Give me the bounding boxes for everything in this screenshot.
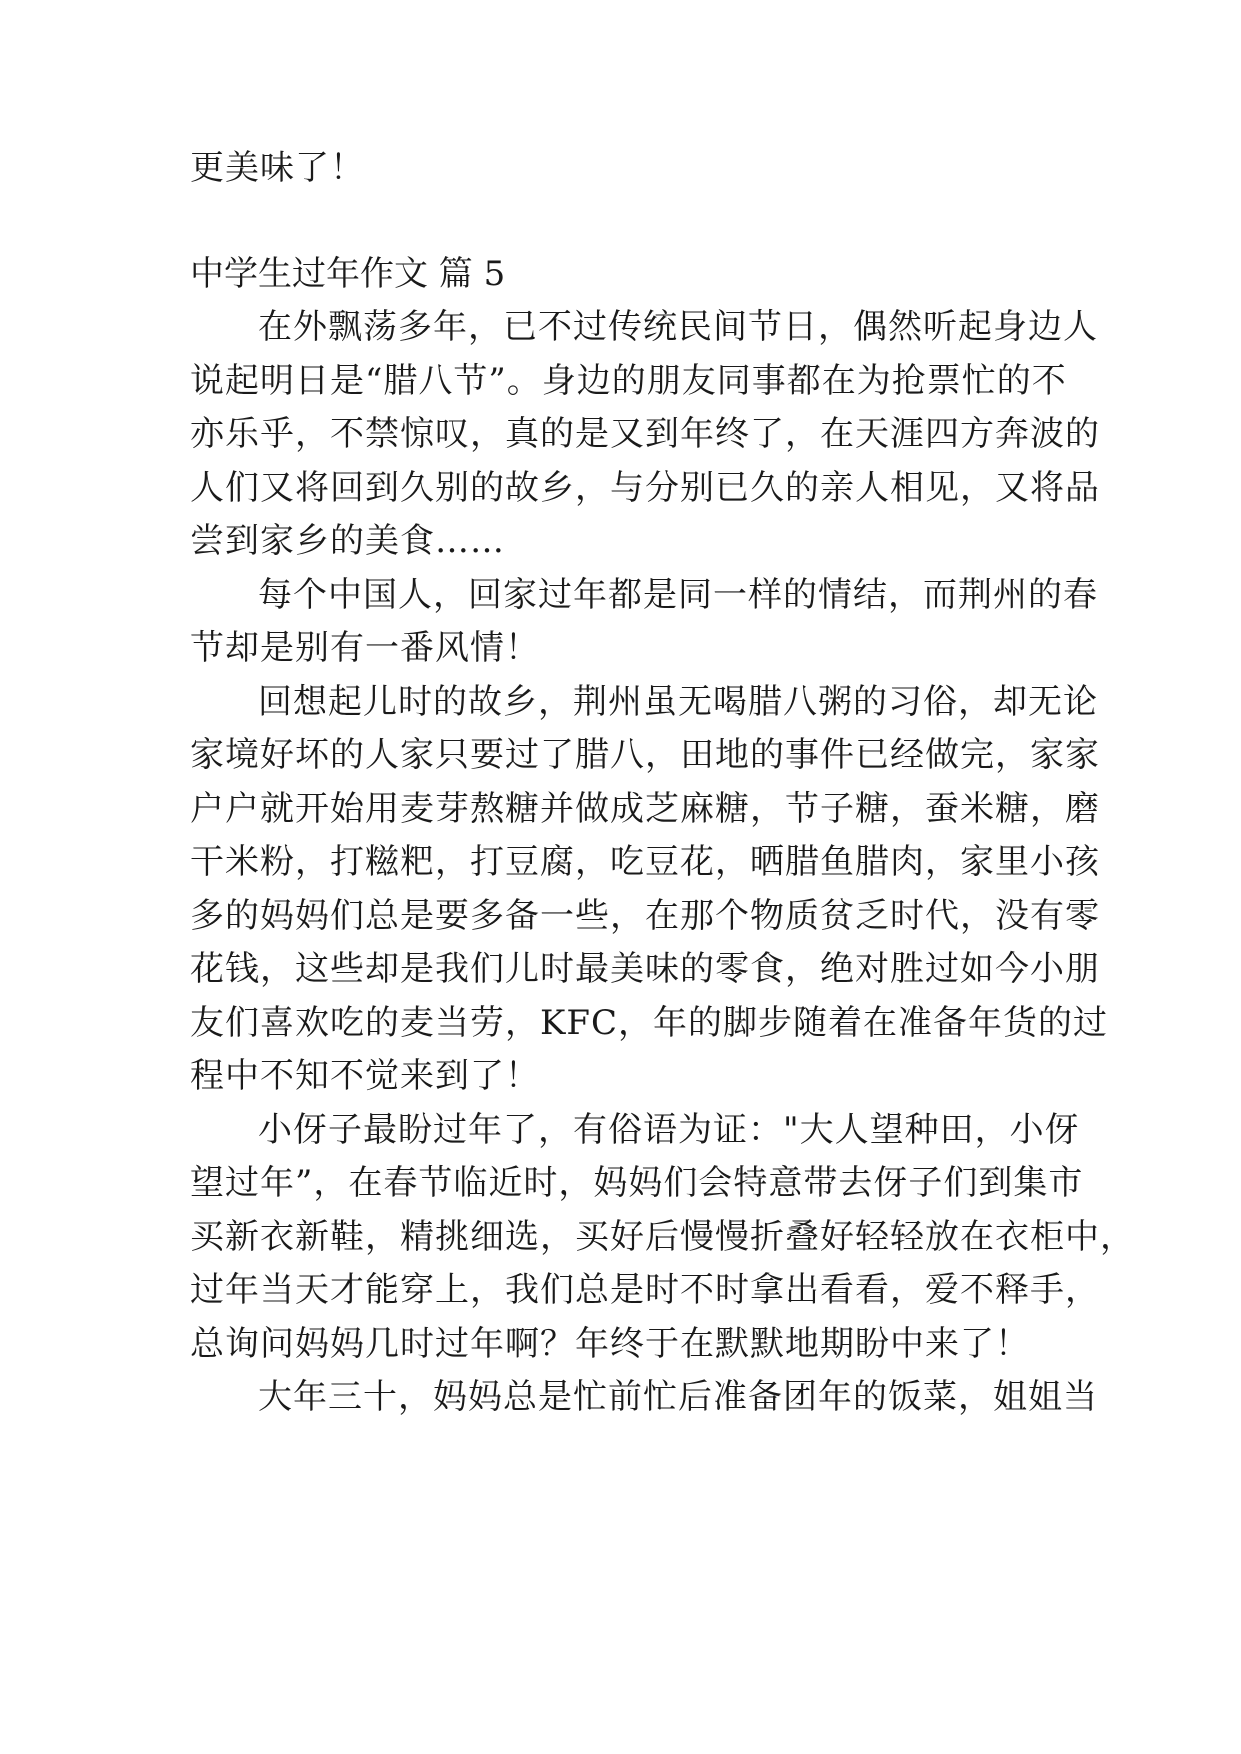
paragraph-line: 大年三十，妈妈总是忙前忙后准备团年的饭菜，姐姐当 bbox=[258, 1377, 1098, 1417]
paragraph-line: 人们又将回到久别的故乡，与分别已久的亲人相见，又将品 bbox=[190, 468, 1100, 508]
paragraph-line: 节却是别有一番风情！ bbox=[190, 628, 540, 668]
paragraph-line: 每个中国人，回家过年都是同一样的情结，而荆州的春 bbox=[258, 575, 1098, 615]
paragraph-line: 小伢子最盼过年了，有俗语为证："大人望种田，小伢 bbox=[258, 1110, 1080, 1150]
paragraph-line: 花钱，这些却是我们儿时最美味的零食，绝对胜过如今小朋 bbox=[190, 949, 1100, 989]
paragraph-line: 程中不知不觉来到了！ bbox=[190, 1056, 540, 1096]
paragraph-line: 在外飘荡多年，已不过传统民间节日，偶然听起身边人 bbox=[258, 307, 1098, 347]
paragraph-line: 过年当天才能穿上，我们总是时不时拿出看看，爱不释手， bbox=[190, 1270, 1100, 1310]
paragraph-line: 尝到家乡的美食…… bbox=[190, 521, 505, 561]
paragraph-line: 说起明日是“腊八节”。身边的朋友同事都在为抢票忙的不 bbox=[190, 361, 1067, 401]
paragraph-line: 亦乐乎，不禁惊叹，真的是又到年终了，在天涯四方奔波的 bbox=[190, 414, 1100, 454]
paragraph-line: 回想起儿时的故乡，荆州虽无喝腊八粥的习俗，却无论 bbox=[258, 682, 1098, 722]
paragraph-line: 家境好坏的人家只要过了腊八，田地的事件已经做完，家家 bbox=[190, 735, 1100, 775]
paragraph-line: 户户就开始用麦芽熬糖并做成芝麻糖，节子糖，蚕米糖，磨 bbox=[190, 789, 1100, 829]
paragraph-line: 望过年”，在春节临近时，妈妈们会特意带去伢子们到集市 bbox=[190, 1163, 1084, 1203]
paragraph-line: 友们喜欢吃的麦当劳，KFC，年的脚步随着在准备年货的过 bbox=[190, 1003, 1109, 1043]
paragraph-line: 多的妈妈们总是要多备一些，在那个物质贫乏时代，没有零 bbox=[190, 896, 1100, 936]
paragraph-line: 买新衣新鞋，精挑细选，买好后慢慢折叠好轻轻放在衣柜中， bbox=[190, 1217, 1135, 1257]
paragraph-line: 干米粉，打糍粑，打豆腐，吃豆花，晒腊鱼腊肉，家里小孩 bbox=[190, 842, 1100, 882]
paragraph-line: 总询问妈妈几时过年啊？年终于在默默地期盼中来了！ bbox=[190, 1324, 1030, 1364]
text-line: 更美味了！ bbox=[190, 148, 365, 188]
section-heading: 中学生过年作文 篇 5 bbox=[190, 254, 506, 294]
